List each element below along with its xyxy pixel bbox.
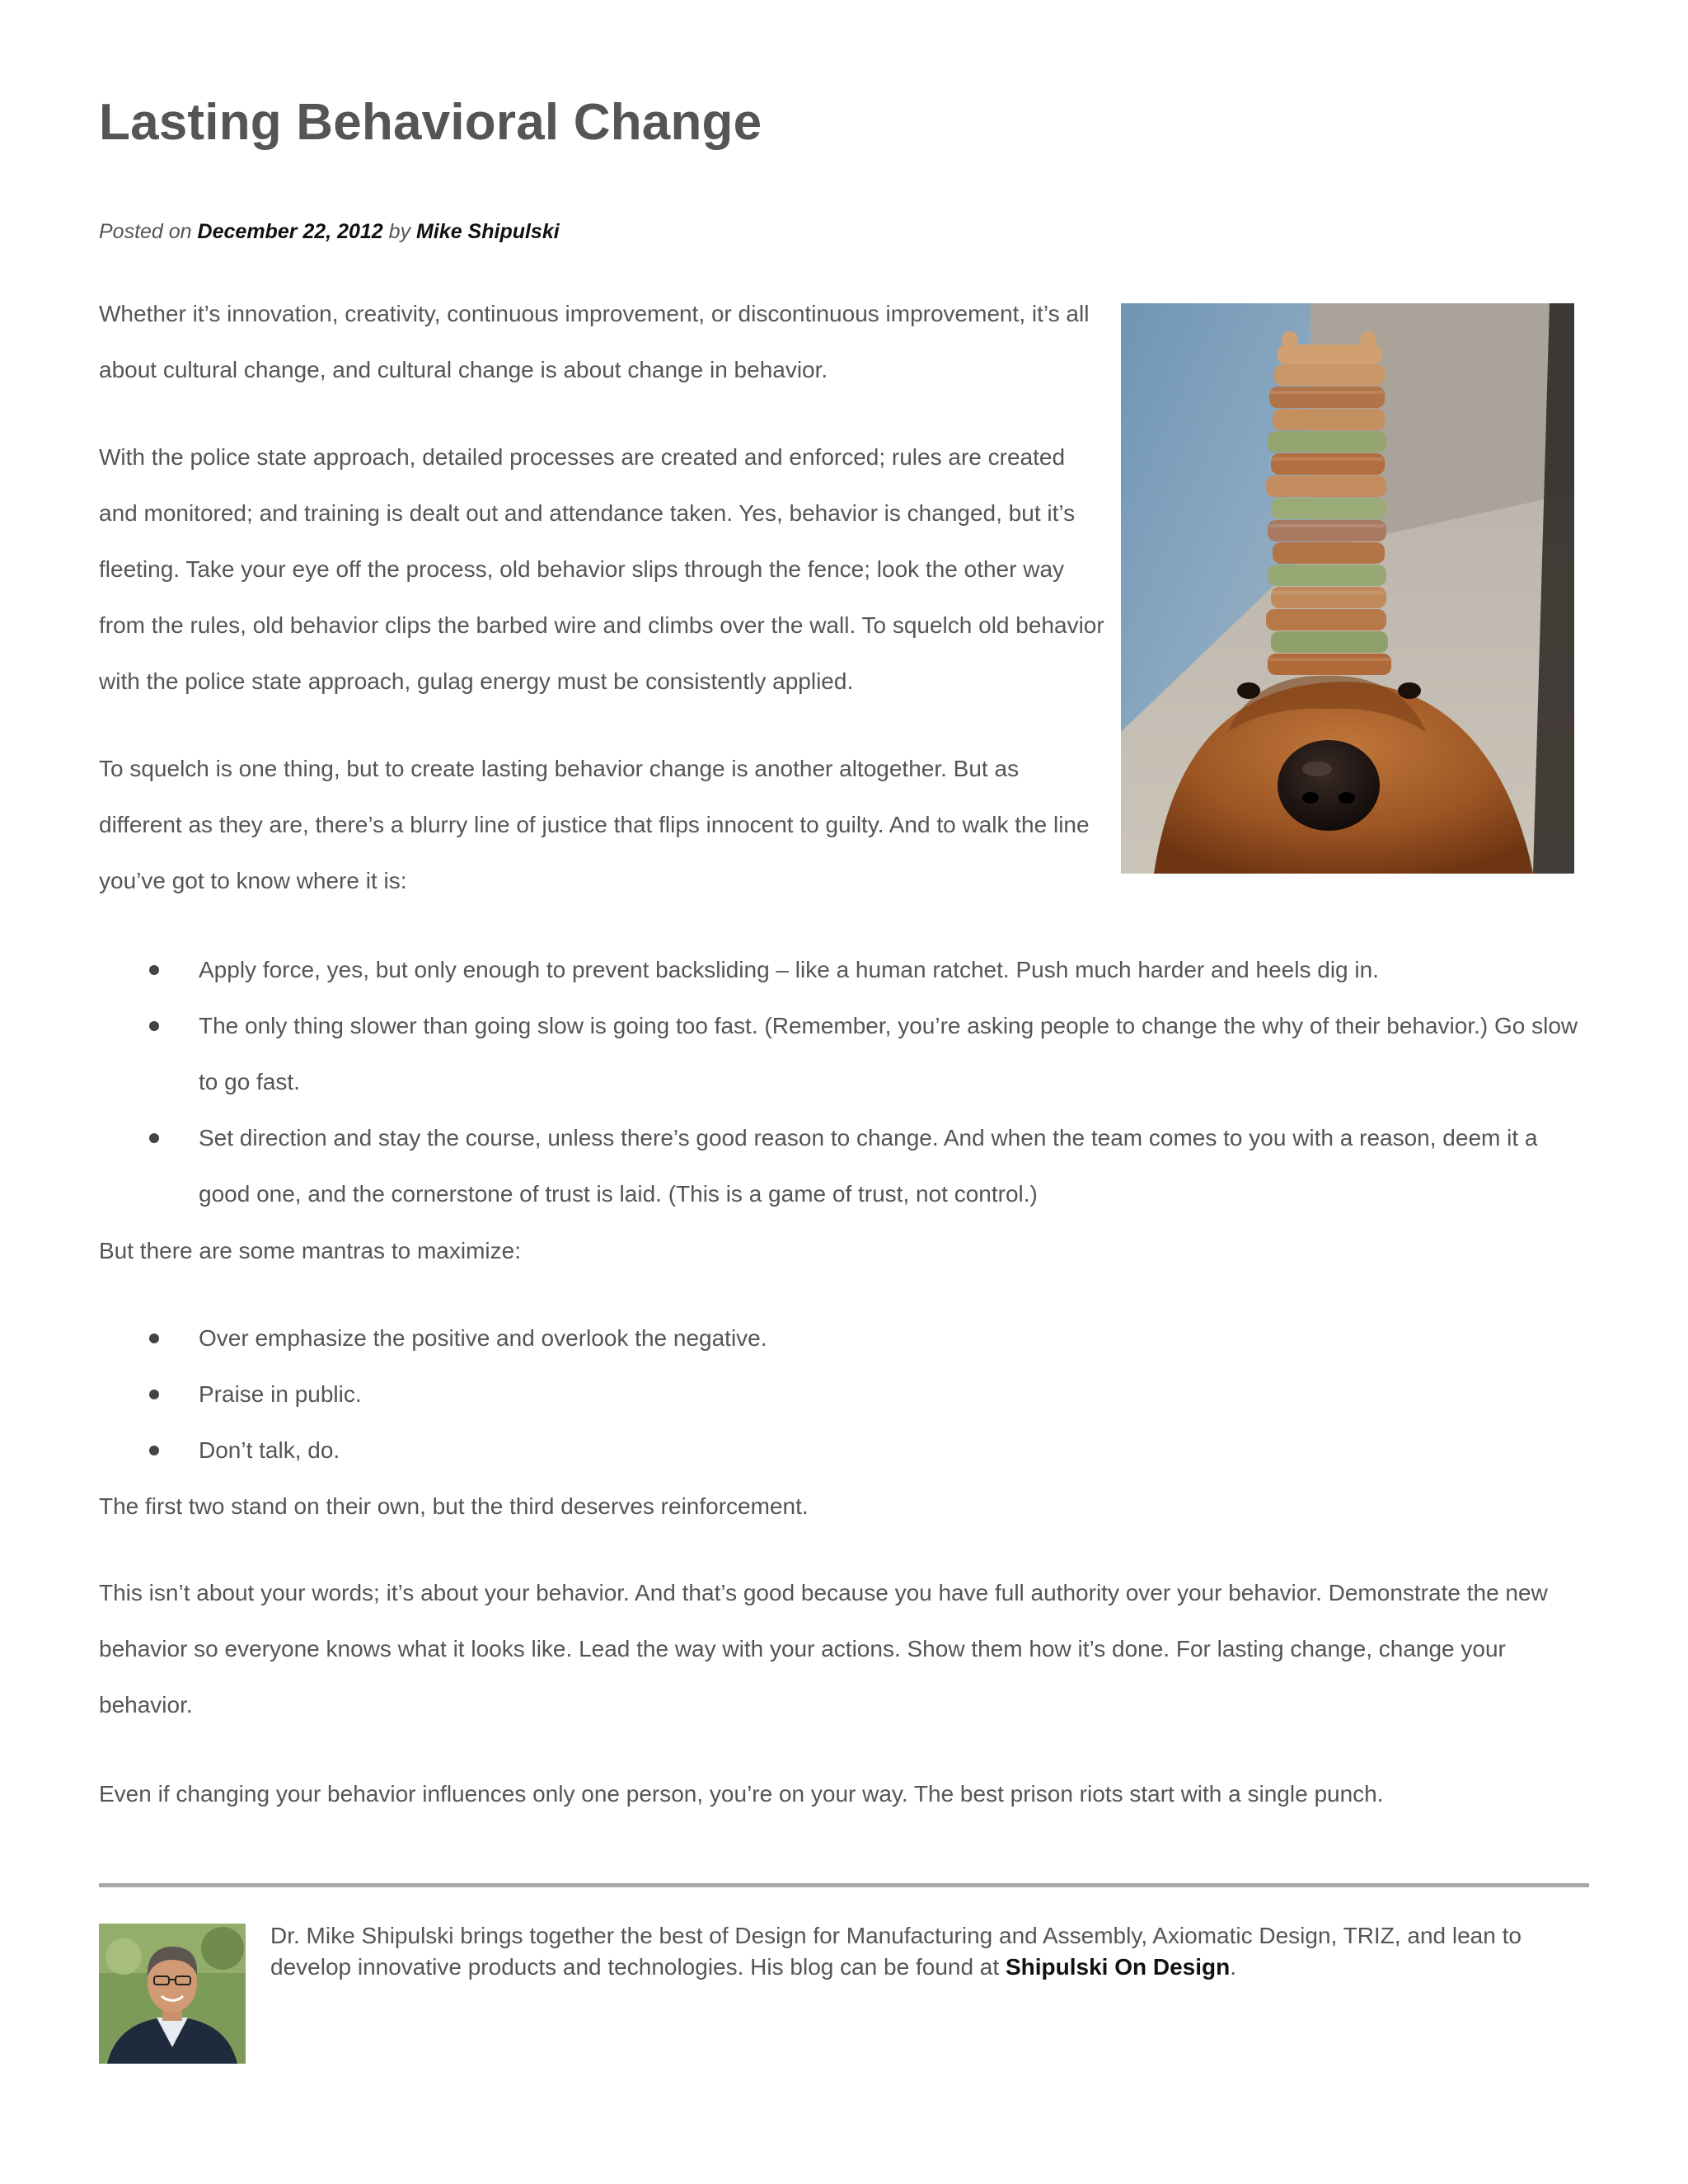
bullet-icon: [149, 1021, 159, 1031]
blog-link[interactable]: Shipulski On Design: [1005, 1954, 1231, 1980]
author-bio: [270, 1920, 1589, 1983]
paragraph-after-mantras: The first two stand on their own, but the third deserves reinforcement.: [99, 1493, 809, 1519]
list-item: [99, 942, 1589, 998]
list-item-text: Don’t talk, do.: [199, 1437, 340, 1463]
list-item: [99, 998, 1589, 1110]
list-item-text: Apply force, yes, but only enough to prevent backsliding – like a human ratchet. Push much harder and heels dig in.: [199, 957, 1379, 982]
list-item-text: Set direction and stay the course, unless there’s good reason to change. And when the team comes to you with a reason, deem it a good one, and the cornerstone of trust is laid. (This is a game of trust, not control.): [199, 1125, 1538, 1207]
paragraph-blurry-line: To squelch is one thing, but to create lasting behavior change is another altogether. But as different as they are, there’s a blurry line of justice that flips innocent to guilty. And to walk the line you’ve got to know where it is:: [99, 756, 1090, 893]
author-avatar: [99, 1924, 246, 2064]
byline: [99, 219, 560, 244]
paragraph-closing: Even if changing your behavior influences only one person, you’re on your way. The best prison riots start with a single punch.: [99, 1781, 1384, 1807]
byline-by: by: [388, 220, 411, 243]
post-date-link[interactable]: December 22, 2012: [197, 220, 383, 243]
mantra-list: [99, 1310, 1589, 1479]
byline-posted-on: Posted on: [99, 220, 192, 243]
list-item: [99, 1110, 1589, 1222]
list-item-text: Over emphasize the positive and overlook the negative.: [199, 1325, 767, 1351]
paragraph-intro: Whether it’s innovation, creativity, continuous improvement, or discontinuous improvement, it’s all about cultural change, and cultural change is about change in behavior.: [99, 301, 1090, 382]
list-item-text: Praise in public.: [199, 1381, 362, 1407]
dog-with-stacked-treats-image: [1121, 303, 1574, 874]
page-title: Lasting Behavioral Change: [99, 94, 762, 151]
author-link[interactable]: Mike Shipulski: [416, 220, 560, 243]
author-bio-text: Dr. Mike Shipulski brings together the best of Design for Manufacturing and Assembly, Axiomatic Design, TRIZ, and lean to develop innovative products and technologies. His blog can be found at: [270, 1923, 1522, 1980]
list-item-text: The only thing slower than going slow is going too fast. (Remember, you’re asking people to change the why of their behavior.) Go slow to go fast.: [199, 1013, 1578, 1094]
paragraph-police-state: With the police state approach, detailed processes are created and enforced; rules are created and monitored; and training is dealt out and attendance taken. Yes, behavior is changed, but it’s fleeting. Take your eye off the process, old behavior slips through the fence; look the other way from the rules, old behavior clips the barbed wire and climbs over the wall. To squelch old behavior with the police state approach, gulag energy must be consistently applied.: [99, 444, 1104, 694]
guideline-list: [99, 942, 1589, 1222]
paragraph-behavior: This isn’t about your words; it’s about your behavior. And that’s good because you have full authority over your behavior. Demonstrate the new behavior so everyone knows what it looks like. Lead the way with your actions. Show them how it’s done. For lasting change, change your behavior.: [99, 1580, 1548, 1718]
author-divider: [99, 1883, 1589, 1887]
list-item: [99, 1310, 1589, 1366]
bullet-icon: [149, 1446, 159, 1455]
bio-period: .: [1230, 1954, 1236, 1980]
bullet-icon: [149, 1133, 159, 1143]
list-item: [99, 1422, 1589, 1479]
paragraph-mantras-intro: But there are some mantras to maximize:: [99, 1238, 521, 1263]
list-item: [99, 1366, 1589, 1422]
bullet-icon: [149, 965, 159, 975]
bullet-icon: [149, 1390, 159, 1399]
bullet-icon: [149, 1333, 159, 1343]
